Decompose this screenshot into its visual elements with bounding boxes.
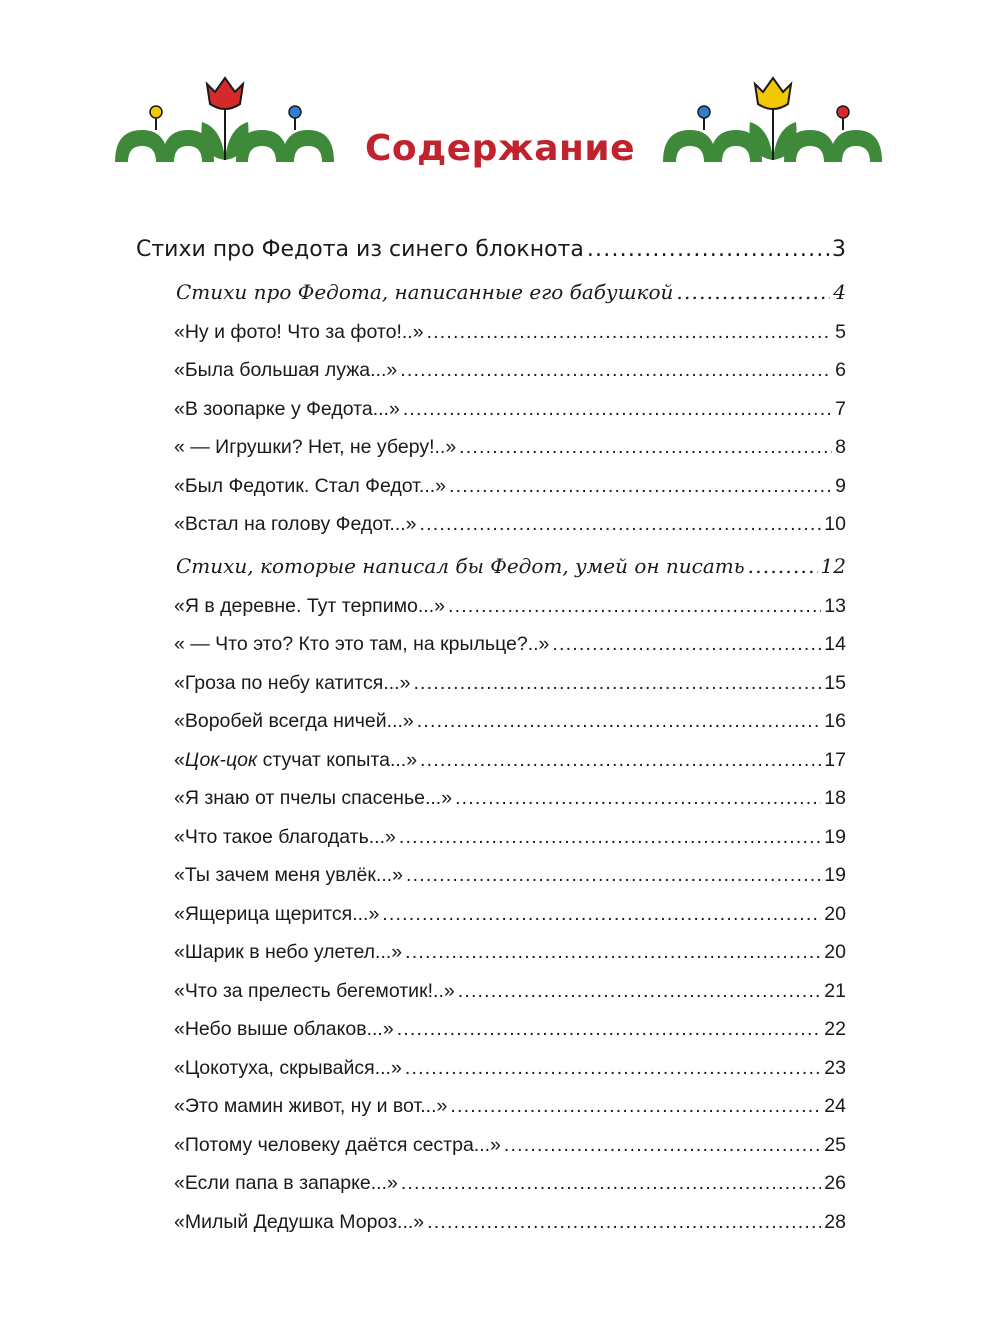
toc-entry-title: «Ну и фото! Что за фото!..»: [174, 321, 424, 343]
toc-entry-title: Стихи про Федота из синего блокнота: [136, 237, 584, 262]
toc-entry-page: 18: [824, 787, 846, 809]
toc-entry-title: «Я знаю от пчелы спасенье...»: [174, 787, 453, 809]
toc-leader-dots: [504, 1131, 821, 1159]
toc-entry-title: «Если папа в запарке...»: [174, 1172, 398, 1194]
toc-entry-page: 21: [824, 980, 846, 1002]
toc-leader-dots: [552, 630, 821, 658]
toc-entry-page: 6: [835, 359, 846, 381]
toc-entry[interactable]: [174, 1169, 846, 1197]
toc-leader-dots: [417, 707, 822, 735]
toc-entry-page: 7: [835, 398, 846, 420]
toc-entry-title: «Шарик в небо улетел...»: [174, 941, 403, 963]
toc-leader-dots: [399, 823, 821, 851]
toc-entry-title-italic: Цок-цок: [184, 749, 258, 771]
toc-entry[interactable]: [174, 356, 846, 384]
toc-leader-dots: [448, 592, 821, 620]
toc-entry-page: 28: [824, 1211, 846, 1233]
toc-entry[interactable]: [174, 630, 846, 658]
toc-entry-page: 26: [824, 1172, 846, 1194]
toc-entry-page: 22: [824, 1018, 846, 1040]
toc-leader-dots: [459, 433, 832, 461]
toc-entry[interactable]: [174, 1054, 846, 1082]
toc-entry-title: «Был Федотик. Стал Федот...»: [174, 475, 447, 497]
toc-entry-title: Стихи про Федота, написанные его бабушкой: [176, 280, 674, 304]
toc-entry[interactable]: [174, 746, 846, 774]
toc-entry-page: 15: [824, 672, 846, 694]
toc-entry[interactable]: [174, 977, 846, 1005]
toc-leader-dots: [405, 1054, 821, 1082]
toc-entry-page: 19: [824, 864, 846, 886]
toc-leader-dots: [420, 510, 822, 538]
toc-leader-dots: [413, 669, 821, 697]
toc-leader-dots: [587, 236, 829, 264]
toc-entry-title: «Небо выше облаков...»: [174, 1018, 394, 1040]
toc-entry-page: 9: [835, 475, 846, 497]
toc-leader-dots: [748, 552, 818, 580]
toc-entry-page: 24: [824, 1095, 846, 1117]
tulip-ornament-right-icon: [658, 70, 888, 170]
toc-entry-title: «Была большая лужа...»: [174, 359, 398, 381]
toc-entry-page: 8: [835, 436, 846, 458]
toc-entry-page: 25: [824, 1134, 846, 1156]
toc-entry-page: 3: [832, 237, 846, 262]
page-title: Содержание: [364, 128, 636, 169]
toc-entry-page: 17: [824, 749, 846, 771]
toc-leader-dots: [405, 938, 821, 966]
toc-entry[interactable]: [174, 1208, 846, 1236]
toc-leader-dots: [676, 278, 830, 306]
toc-entry-title: Стихи, которые написал бы Федот, умей он писать: [176, 554, 745, 578]
toc-entry[interactable]: [174, 592, 846, 620]
toc-entry-page: 4: [833, 280, 846, 304]
toc-entry[interactable]: [174, 669, 846, 697]
toc-entry[interactable]: [174, 318, 846, 346]
toc-leader-dots: [427, 318, 833, 346]
toc-entry-title: «Встал на голову Федот...»: [174, 513, 417, 535]
toc-entry-page: 16: [824, 710, 846, 732]
toc-entry[interactable]: [174, 433, 846, 461]
toc-entry[interactable]: [136, 236, 846, 264]
toc-entry-title: « — Что это? Кто это там, на крыльце?..»: [174, 633, 550, 655]
toc-entry-page: 5: [835, 321, 846, 343]
toc-entry[interactable]: [174, 472, 846, 500]
toc-entry-page: 12: [820, 554, 846, 578]
toc-entry-page: 10: [824, 513, 846, 535]
toc-entry-title: «Ты зачем меня увлёк...»: [174, 864, 404, 886]
toc-leader-dots: [455, 784, 821, 812]
toc-leader-dots: [458, 977, 822, 1005]
toc-entry-title: «Я в деревне. Тут терпимо...»: [174, 595, 445, 617]
toc-entry-page: 19: [824, 826, 846, 848]
toc-entry[interactable]: [174, 1092, 846, 1120]
toc-entry[interactable]: [174, 900, 846, 928]
toc-entry-title: «Это мамин живот, ну и вот...»: [174, 1095, 448, 1117]
toc-entry-title: «Милый Дедушка Мороз...»: [174, 1211, 425, 1233]
toc-entry-title: «Ящерица щерится...»: [174, 903, 380, 925]
toc-leader-dots: [397, 1015, 822, 1043]
toc-entry-title: «Воробей всегда ничей...»: [174, 710, 414, 732]
toc-leader-dots: [420, 746, 821, 774]
toc-entry[interactable]: [174, 1015, 846, 1043]
page-header: [0, 70, 1000, 180]
toc-leader-dots: [406, 861, 821, 889]
toc-entry[interactable]: [174, 823, 846, 851]
toc-leader-dots: [403, 395, 832, 423]
toc-entry-page: 23: [824, 1057, 846, 1079]
toc-entry-title: «Цокотуха, скрывайся...»: [174, 1057, 402, 1079]
toc-entry[interactable]: [176, 278, 846, 306]
toc-leader-dots: [449, 472, 832, 500]
toc-entry-title: «Гроза по небу катится...»: [174, 672, 411, 694]
toc-leader-dots: [401, 1169, 821, 1197]
toc-leader-dots: [450, 1092, 821, 1120]
toc-entry-title: «Потому человеку даётся сестра...»: [174, 1134, 501, 1156]
toc-entry[interactable]: [174, 707, 846, 735]
toc-entry-page: 20: [824, 941, 846, 963]
toc-entry-title: «Цок-цок стучат копыта...»: [174, 749, 418, 771]
toc-entry-page: 14: [824, 633, 846, 655]
toc-leader-dots: [382, 900, 821, 928]
toc-entry-page: 20: [824, 903, 846, 925]
toc-entry[interactable]: [176, 552, 846, 580]
toc-entry-page: 13: [824, 595, 846, 617]
toc-entry-title: «В зоопарке у Федота...»: [174, 398, 400, 420]
toc-entry-title: « — Игрушки? Нет, не уберу!..»: [174, 436, 457, 458]
toc-leader-dots: [400, 356, 832, 384]
toc-entry-title: «Что такое благодать...»: [174, 826, 396, 848]
toc-entry[interactable]: [174, 784, 846, 812]
toc-entry[interactable]: [174, 1131, 846, 1159]
toc-entry[interactable]: [174, 861, 846, 889]
toc-entry[interactable]: [174, 510, 846, 538]
toc-entry[interactable]: [174, 395, 846, 423]
toc-entry[interactable]: [174, 938, 846, 966]
toc-leader-dots: [427, 1208, 821, 1236]
toc-entry-title: «Что за прелесть бегемотик!..»: [174, 980, 455, 1002]
